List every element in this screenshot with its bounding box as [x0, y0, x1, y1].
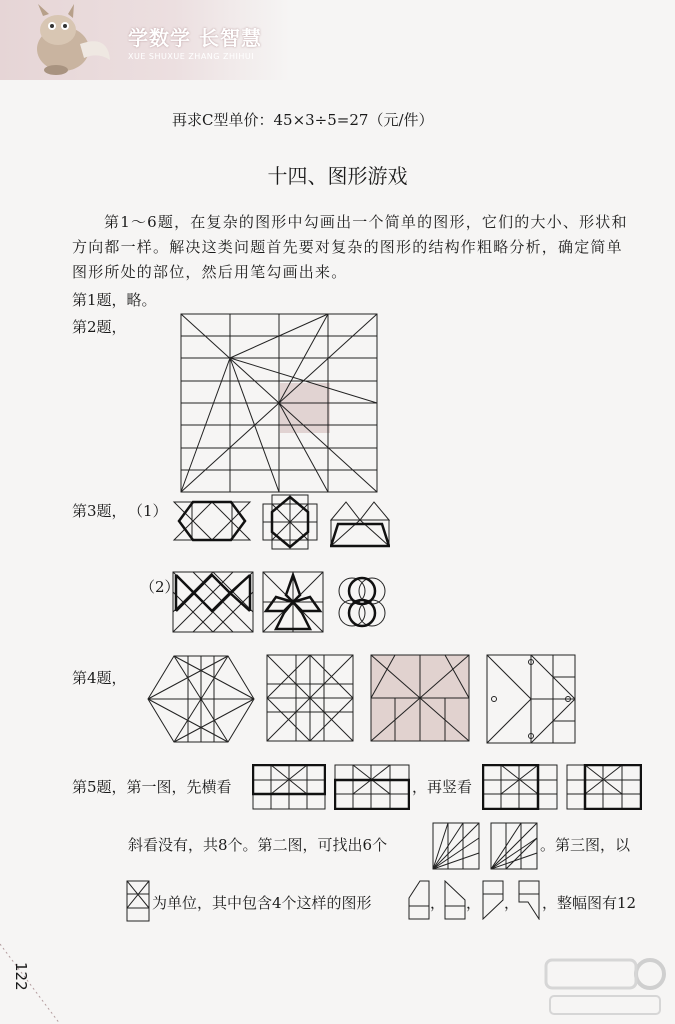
question-1-text: 第1题，略。 [72, 291, 157, 309]
question-5-figure-horizontal-a [252, 764, 326, 810]
section-title: 十四、图形游戏 [267, 164, 408, 188]
header-title: 学数学 长智慧 [128, 26, 262, 50]
question-3-1-figure-c [330, 500, 390, 548]
question-5-line-1-a: 第5题，第一图，先横看 [72, 778, 232, 796]
dragon-mascot-icon [18, 4, 118, 78]
question-3-2-figure-a [172, 571, 254, 633]
question-3-part-2: （2） [140, 578, 180, 596]
watermark-logo-icon [540, 950, 670, 1020]
question-5-line-2-a: 斜看没有，共8个。第二图，可找出6个 [128, 836, 388, 854]
question-4-figure-d [486, 654, 576, 744]
question-4-label: 第4题， [72, 669, 127, 687]
question-3-2-figure-b [262, 571, 324, 633]
page-number: 122 [12, 962, 30, 991]
question-3-1-figure-a [172, 500, 252, 542]
question-3-label: 第3题， [72, 502, 127, 520]
question-5-line-2-b: 。第三图，以 [540, 836, 631, 854]
question-3-2-figure-c [332, 571, 392, 633]
question-5-comma-1: ， [430, 894, 446, 912]
question-5-figure-vertical-b [566, 764, 642, 810]
question-5-figure-horizontal-b [334, 764, 410, 810]
header-banner [0, 0, 290, 80]
question-2-label: 第2题， [72, 318, 127, 336]
question-4-figure-a [146, 654, 256, 744]
question-5-figure-vertical-a [482, 764, 558, 810]
header-subtitle: XUE SHUXUE ZHANG ZHIHUI [128, 52, 255, 61]
question-2-figure [180, 313, 378, 493]
question-5-piece-4 [518, 880, 540, 920]
question-3-part-1: （1） [128, 502, 168, 520]
c-price-line: 再求C型单价：45×3÷5=27（元/件） [172, 111, 434, 129]
question-5-line-3-b: ，整幅图有12 [542, 894, 637, 912]
question-5-line-1-b: ，再竖看 [412, 778, 473, 796]
question-4-figure-b [266, 654, 354, 742]
question-5-unit-figure [126, 880, 150, 922]
question-5-figure-second-a [432, 822, 480, 870]
question-5-piece-2 [444, 880, 466, 920]
question-5-piece-1 [408, 880, 430, 920]
intro-paragraph: 第1～6题，在复杂的图形中勾画出一个简单的图形，它们的大小、形状和方向都一样。解决这类问题首先要对复杂的图形的结构作粗略分析，确定简单图形所处的部位，然后用笔勾画出来。 [72, 213, 628, 281]
question-5-figure-second-b [490, 822, 538, 870]
question-5-line-3-a: 为单位，其中包含4个这样的图形 [152, 894, 372, 912]
question-5-comma-2: ， [466, 894, 482, 912]
question-3-1-figure-b [262, 494, 318, 550]
question-5-comma-3: ， [504, 894, 520, 912]
question-5-piece-3 [482, 880, 504, 920]
question-4-figure-c [370, 654, 470, 742]
